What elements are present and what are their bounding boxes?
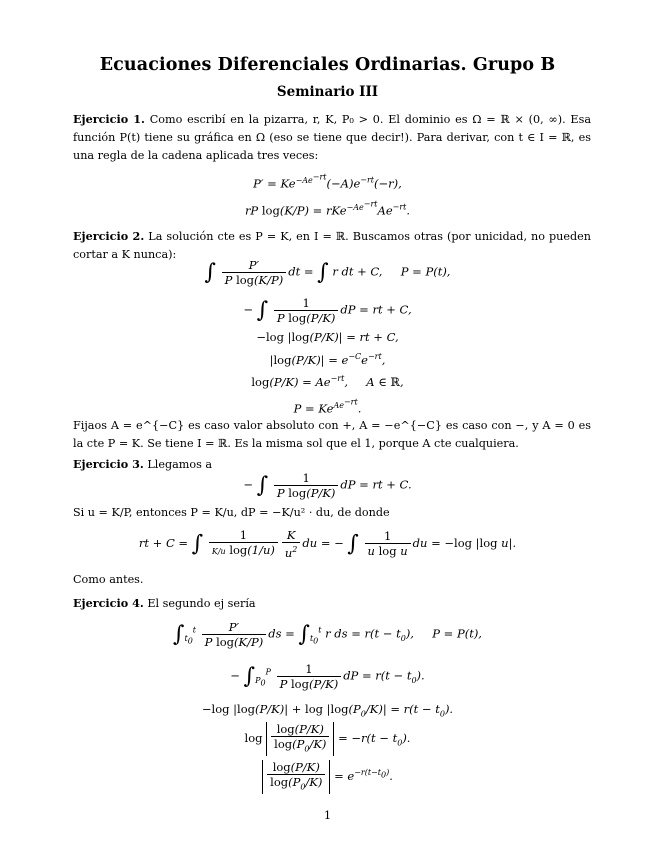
equation-6: $|\log(P/K)| = e^{-C}e^{-rt}$, bbox=[269, 352, 386, 367]
equation-8: $P = Ke^{Ae^{-rt}}$. bbox=[293, 397, 362, 416]
equation-1: $P' = Ke^{-Ae^{-rt}}(-A)e^{-rt}(-r)$, bbox=[253, 172, 402, 191]
exercise-2-after-text: Fijaos A = e^{−C} es caso valor absoluto con +, A = −e^{−C} es caso con −, y A = 0 es la cte P = K. Se tiene I = ℝ. Es la misma sol que el 1, porque A cte cualquiera. bbox=[73, 419, 591, 450]
exercise-3-text: Llegamos a bbox=[147, 458, 213, 471]
equation-11: $\int_{t_0}^t$ $\frac{P'}{\text{P log(K/P)}}$ ds = $\int_{t_0}^t$ r ds = $r(t - t_0)$, P = P(t), bbox=[173, 620, 482, 649]
exercise-4-label: Ejercicio 4. bbox=[73, 596, 144, 610]
exercise-3-sub-paragraph bbox=[73, 504, 591, 522]
exercise-3-after-text: Como antes. bbox=[73, 573, 144, 586]
equation-13: −log $|\log(P/K)| + \log |\log(P_0/K)| = r(t - t_0)$. bbox=[201, 702, 454, 719]
equation-15: $\frac{\log(P/K)}{\log(P_0/K)}$ = $e^{-r(t-t_0)}$. bbox=[0, 760, 655, 794]
exercise-3-label: Ejercicio 3. bbox=[73, 457, 144, 471]
equation-3: ∫ $\frac{P'}{\text{P log(K/P)}}$ dt = ∫ r dt + C, P = P(t), bbox=[204, 258, 451, 287]
exercise-1-paragraph bbox=[73, 110, 591, 165]
exercise-2-label: Ejercicio 2. bbox=[73, 229, 145, 243]
equation-7: $\log(P/K) = Ae^{-rt}$, A ∈ ℝ, bbox=[251, 374, 404, 389]
equation-10: rt + C = ∫ $\frac{1}{\text{K/u log(1/u)}}$ $\frac{K}{u^2}$ du = − ∫ $\frac{1}{\text{u log u}}$ du = −log |log u|. bbox=[138, 528, 517, 560]
equation-2: rP $\log(K/P) = rKe^{-Ae^{-rt}}Ae^{-rt}$. bbox=[244, 199, 411, 218]
equation-12: − $\int_{P_0}^P$ $\frac{1}{\text{P log(P/K)}}$ dP = $r(t - t_0)$. bbox=[230, 662, 425, 691]
exercise-3-after-paragraph bbox=[73, 571, 591, 589]
exercise-2-text: La solución cte es P = K, en I = ℝ. Buscamos otras (por unicidad, no pueden cortar a K nunca): bbox=[73, 230, 591, 261]
exercise-3-sub-text: Si u = K/P, entonces P = K/u, dP = −K/u² · du, de donde bbox=[73, 506, 390, 519]
exercise-2-after-paragraph bbox=[73, 417, 591, 453]
document-title: Ecuaciones Diferenciales Ordinarias. Grupo B bbox=[99, 55, 556, 75]
equation-5: −log |log(P/K)| = rt + C, bbox=[256, 330, 399, 344]
exercise-4-text: El segundo ej sería bbox=[147, 597, 256, 610]
exercise-1-label: Ejercicio 1. bbox=[73, 112, 145, 126]
page-number: 1 bbox=[323, 808, 332, 822]
document-subtitle: Seminario III bbox=[276, 84, 379, 100]
equation-14: log $\frac{\log(P/K)}{\log(P_0/K)}$ = $-r(t - t_0)$. bbox=[0, 722, 655, 756]
exercise-4-paragraph bbox=[73, 594, 591, 613]
equation-9: − ∫ $\frac{1}{\text{P log(P/K)}}$ dP = rt + C. bbox=[243, 471, 412, 500]
equation-4: − ∫ $\frac{1}{\text{P log(P/K)}}$ dP = rt + C, bbox=[243, 296, 412, 325]
exercise-1-text: Como escribí en la pizarra, r, K, P₀ > 0. El dominio es Ω = ℝ × (0, ∞). Esa función P(t) tiene su gráfica en Ω (eso se tiene que decir!). Para derivar, con t ∈ I = ℝ, es una regla de la cadena aplicada tres veces: bbox=[73, 113, 591, 162]
